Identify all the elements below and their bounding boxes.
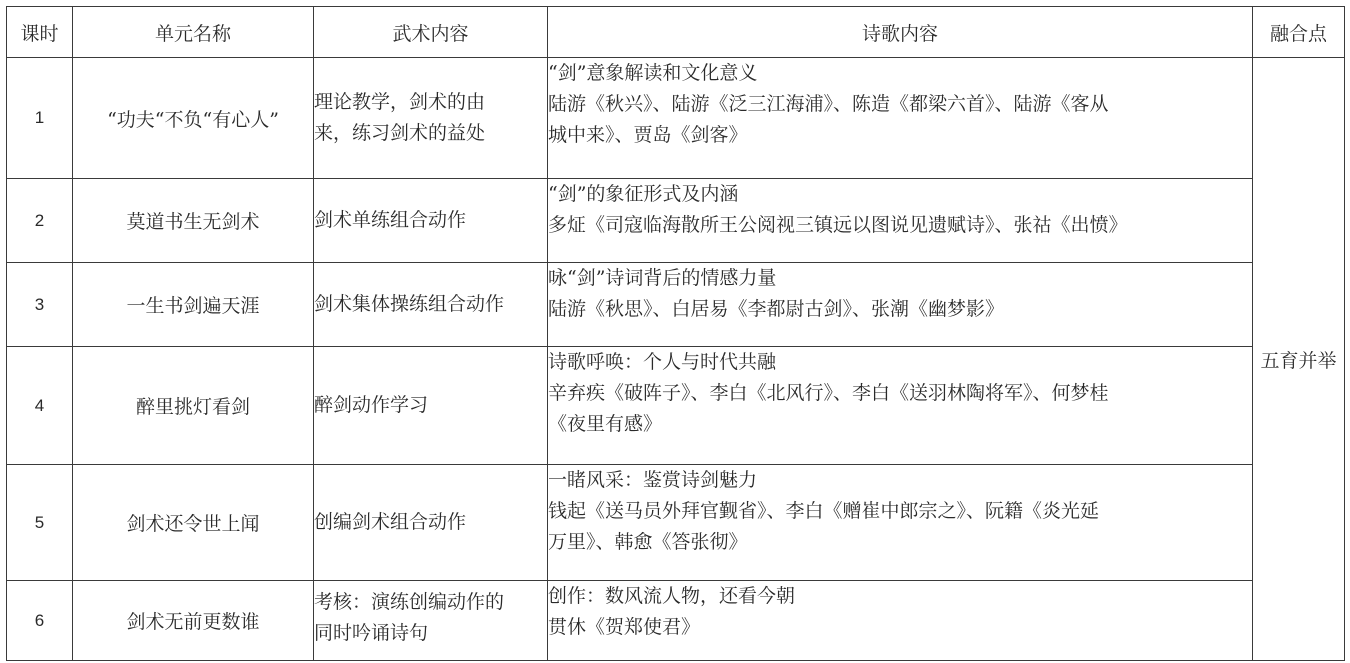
poetry-line: 陆游《秋兴》、陆游《泛三江海浦》、陈造《都梁六首》、陆游《客从 [548, 93, 1109, 115]
table-row [7, 347, 1345, 465]
poetry-line: 《夜里有感》 [548, 413, 663, 435]
wushu-content [314, 347, 548, 465]
poetry-content [548, 581, 1253, 661]
lesson-number: 1 [7, 58, 73, 179]
poetry-line: 钱起《送马员外拜官觐省》、李白《赠崔中郎宗之》、阮籍《炎光延 [548, 500, 1100, 522]
lesson-number: 2 [7, 179, 73, 263]
poetry-content [548, 347, 1253, 465]
header-poetry-content: 诗歌内容 [548, 7, 1253, 58]
poetry-content [548, 179, 1253, 263]
poetry-line: 辛弃疾《破阵子》、李白《北风行》、李白《送羽林陶将军》、何梦桂 [548, 382, 1109, 404]
wushu-line: 来，练习剑术的益处 [314, 122, 486, 144]
wushu-line: 剑术集体操练组合动作 [314, 293, 505, 315]
wushu-content [314, 263, 548, 347]
unit-name: 一生书剑遍天涯 [73, 263, 314, 347]
course-table-container [6, 6, 1344, 659]
poetry-line: 创作：数风流人物，还看今朝 [548, 585, 796, 607]
poetry-line: 诗歌呼唤：个人与时代共融 [548, 351, 777, 373]
unit-name: 醉里挑灯看剑 [73, 347, 314, 465]
poetry-line: 多炡《司寇临海散所王公阅视三镇远以图说见遗赋诗》、张祜《出愤》 [548, 214, 1128, 236]
poetry-content [548, 58, 1253, 179]
wushu-content [314, 581, 548, 661]
wushu-line: 剑术单练组合动作 [314, 209, 467, 231]
table-row [7, 58, 1345, 179]
table-row [7, 581, 1345, 661]
poetry-line: 一睹风采：鉴赏诗剑魅力 [548, 469, 758, 491]
poetry-line: 咏“剑”诗词背后的情感力量 [548, 267, 777, 289]
wushu-line: 同时吟诵诗句 [314, 622, 429, 644]
poetry-line: 陆游《秋思》、白居易《李都尉古剑》、张潮《幽梦影》 [548, 298, 1005, 320]
poetry-content [548, 465, 1253, 581]
fusion-point: 五育并举 [1253, 58, 1345, 661]
header-row [7, 7, 1345, 58]
header-lesson: 课时 [7, 7, 73, 58]
unit-name: 剑术还令世上闻 [73, 465, 314, 581]
header-unit-name: 单元名称 [73, 7, 314, 58]
poetry-line: 贯休《贺郑使君》 [548, 616, 701, 638]
poetry-line: “剑”意象解读和文化意义 [548, 62, 758, 84]
wushu-content [314, 465, 548, 581]
table-row [7, 179, 1345, 263]
wushu-content [314, 58, 548, 179]
unit-name: “功夫“不负“有心人” [73, 58, 314, 179]
poetry-line: 城中来》、贾岛《剑客》 [548, 124, 748, 146]
wushu-line: 创编剑术组合动作 [314, 511, 467, 533]
wushu-line: 理论教学，剑术的由 [314, 91, 486, 113]
table-row [7, 263, 1345, 347]
wushu-content [314, 179, 548, 263]
unit-name: 剑术无前更数谁 [73, 581, 314, 661]
wushu-line: 考核：演练创编动作的 [314, 591, 505, 613]
lesson-number: 4 [7, 347, 73, 465]
wushu-line: 醉剑动作学习 [314, 394, 429, 416]
poetry-line: “剑”的象征形式及内涵 [548, 183, 739, 205]
poetry-line: 万里》、韩愈《答张彻》 [548, 531, 748, 553]
course-table [6, 6, 1345, 661]
unit-name: 莫道书生无剑术 [73, 179, 314, 263]
lesson-number: 6 [7, 581, 73, 661]
lesson-number: 3 [7, 263, 73, 347]
poetry-content [548, 263, 1253, 347]
table-row [7, 465, 1345, 581]
lesson-number: 5 [7, 465, 73, 581]
header-fusion-point: 融合点 [1253, 7, 1345, 58]
header-wushu-content: 武术内容 [314, 7, 548, 58]
